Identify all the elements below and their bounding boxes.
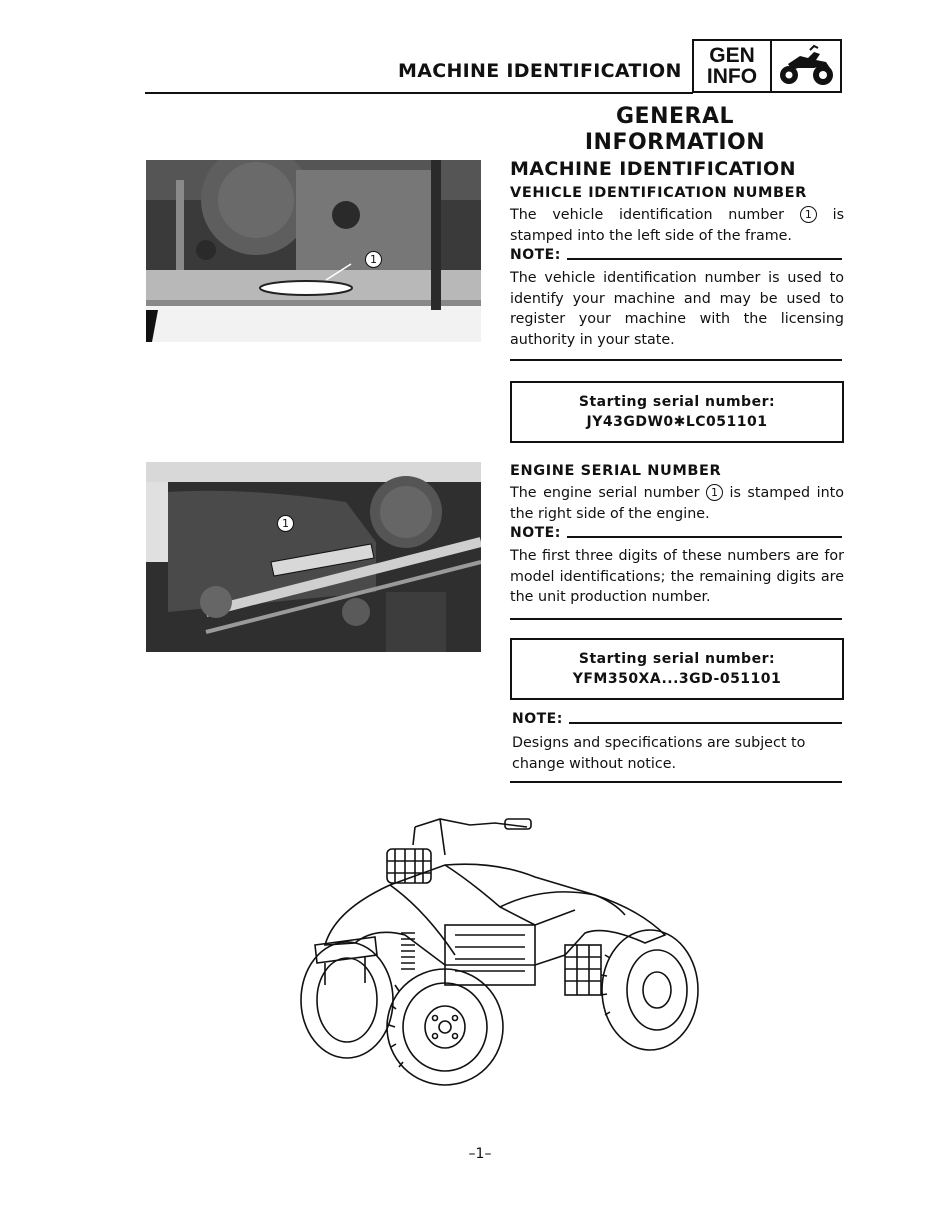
vin-note-text: The vehicle identification number is used to identify your machine and may be used to register your machine with the licensing authority in your state.	[510, 270, 844, 348]
title-line1: GENERAL	[615, 104, 734, 129]
engine-note-heading	[510, 525, 842, 541]
photo1-callout: 1	[365, 251, 382, 268]
note-rule	[567, 536, 842, 538]
engine-callout: 1	[706, 484, 723, 501]
page-title	[520, 104, 830, 156]
final-note-heading	[512, 711, 842, 727]
page-number: –1–	[468, 1146, 492, 1162]
vin-section-rule	[510, 359, 842, 361]
badge-line2: INFO	[706, 65, 758, 88]
engine-serial-box	[510, 638, 844, 700]
vin-text-after: is stamped into the left side of the frame.	[510, 207, 845, 244]
header-section-title: MACHINE IDENTIFICATION	[398, 60, 682, 82]
badge-text	[694, 41, 772, 91]
final-note-label: NOTE:	[512, 711, 563, 727]
vin-callout: 1	[800, 206, 817, 223]
badge-line1: GEN	[709, 44, 755, 67]
frame-vin-photo	[146, 160, 481, 342]
vin-serial-box	[510, 381, 844, 443]
engine-note-text: The first three digits of these numbers are for model identifications; the remaining digits are the unit production number.	[510, 548, 844, 606]
section-heading: MACHINE IDENTIFICATION	[510, 158, 796, 180]
vin-note-heading	[510, 247, 842, 263]
vin-note-label: NOTE:	[510, 247, 561, 263]
vin-heading: VEHICLE IDENTIFICATION NUMBER	[510, 185, 807, 201]
final-note-rule	[510, 781, 842, 783]
engine-section-rule	[510, 618, 842, 620]
vin-box-label: Starting serial number:	[578, 394, 776, 410]
atv-icon	[772, 41, 840, 91]
engine-serial-photo	[146, 462, 481, 652]
engine-paragraph	[510, 483, 844, 524]
engine-note-label: NOTE:	[510, 525, 561, 541]
atv-illustration	[295, 815, 705, 1090]
photo2-callout: 1	[277, 515, 294, 532]
title-line2: INFORMATION	[584, 130, 766, 155]
engine-text-before: The engine serial number	[510, 485, 700, 501]
engine-text-after: is stamped into the right side of the engine.	[510, 485, 844, 522]
vin-paragraph	[510, 205, 844, 246]
engine-heading: ENGINE SERIAL NUMBER	[510, 463, 722, 479]
gen-info-badge	[692, 39, 842, 93]
vin-box-value: JY43GDW0✱LC051101	[586, 414, 768, 430]
engine-box-label: Starting serial number:	[578, 651, 776, 667]
note-rule	[567, 258, 842, 260]
note-rule	[569, 722, 842, 724]
final-note-text: Designs and specifications are subject to change without notice.	[512, 735, 806, 772]
engine-box-value: YFM350XA...3GD-051101	[572, 671, 782, 687]
header-rule	[145, 92, 693, 94]
vin-text-before: The vehicle identification number	[510, 207, 785, 223]
